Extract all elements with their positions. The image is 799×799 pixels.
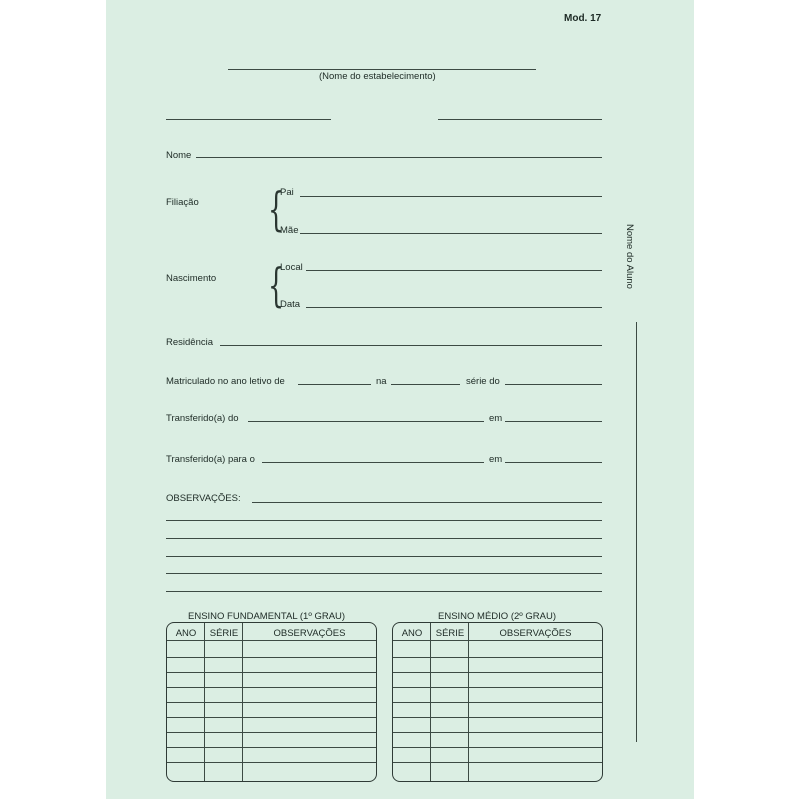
mae-field[interactable] [300, 233, 602, 234]
local-field[interactable] [306, 270, 602, 271]
nome-field[interactable] [196, 157, 602, 158]
label-na: na [376, 376, 387, 387]
col-ano: ANO [175, 628, 197, 639]
table-row [393, 640, 602, 641]
table-row [167, 640, 376, 641]
table-row[interactable] [167, 747, 376, 748]
col-serie: SÉRIE [435, 628, 465, 639]
table-row[interactable] [393, 732, 602, 733]
em-field-1[interactable] [505, 421, 602, 422]
observacoes-line[interactable] [166, 573, 602, 574]
table-row[interactable] [393, 687, 602, 688]
establishment-name-field[interactable] [228, 69, 536, 70]
table-row[interactable] [393, 672, 602, 673]
residencia-field[interactable] [220, 345, 602, 346]
col-serie: SÉRIE [209, 628, 239, 639]
label-nome: Nome [166, 150, 192, 161]
label-em-2: em [489, 454, 503, 465]
table-row[interactable] [167, 732, 376, 733]
label-em-1: em [489, 413, 503, 424]
city-field[interactable] [166, 119, 331, 120]
label-residencia: Residência [166, 337, 213, 348]
serie-do-field[interactable] [505, 384, 602, 385]
observacoes-line[interactable] [252, 502, 602, 503]
table-row[interactable] [167, 672, 376, 673]
col-observacoes: OBSERVAÇÕES [499, 628, 572, 639]
transferido-para-field[interactable] [262, 462, 484, 463]
table-row[interactable] [393, 717, 602, 718]
table-row[interactable] [393, 762, 602, 763]
pai-field[interactable] [300, 196, 602, 197]
table-row[interactable] [393, 657, 602, 658]
side-name-line[interactable] [636, 322, 637, 742]
table-fundamental [166, 622, 377, 782]
col-observacoes: OBSERVAÇÕES [273, 628, 346, 639]
table-row[interactable] [393, 747, 602, 748]
observacoes-line[interactable] [166, 538, 602, 539]
table-row[interactable] [167, 687, 376, 688]
observacoes-line[interactable] [166, 591, 602, 592]
label-filiacao: Filiação [166, 197, 199, 208]
table-row[interactable] [167, 717, 376, 718]
col-ano: ANO [401, 628, 423, 639]
table-fundamental-title: ENSINO FUNDAMENTAL (1º GRAU) [188, 611, 346, 622]
label-matriculado: Matriculado no ano letivo de [166, 376, 285, 387]
label-local: Local [280, 262, 303, 273]
data-nascimento-field[interactable] [306, 307, 602, 308]
table-row[interactable] [167, 702, 376, 703]
table-medio [392, 622, 603, 782]
label-mae: Mãe [280, 225, 299, 236]
label-observacoes: OBSERVAÇÕES: [166, 493, 241, 504]
filiacao-brace: { [268, 182, 285, 236]
nascimento-brace: { [268, 258, 285, 312]
label-pai: Pai [280, 187, 294, 198]
label-data: Data [280, 299, 301, 310]
label-transferido-do: Transferido(a) do [166, 413, 239, 424]
table-row[interactable] [167, 657, 376, 658]
date-field[interactable] [438, 119, 602, 120]
side-label-nome-do-aluno: Nome do Aluno [624, 224, 635, 289]
observacoes-line[interactable] [166, 556, 602, 557]
establishment-caption: (Nome do estabelecimento) [319, 71, 436, 82]
em-field-2[interactable] [505, 462, 602, 463]
transferido-do-field[interactable] [248, 421, 484, 422]
serie-field[interactable] [391, 384, 460, 385]
label-serie-do: série do [466, 376, 500, 387]
observacoes-line[interactable] [166, 520, 602, 521]
label-transferido-para: Transferido(a) para o [166, 454, 255, 465]
table-medio-title: ENSINO MÉDIO (2º GRAU) [438, 611, 557, 622]
label-nascimento: Nascimento [166, 273, 217, 284]
table-row[interactable] [393, 702, 602, 703]
ano-letivo-field[interactable] [298, 384, 371, 385]
model-code: Mod. 17 [564, 13, 602, 24]
table-row[interactable] [167, 762, 376, 763]
